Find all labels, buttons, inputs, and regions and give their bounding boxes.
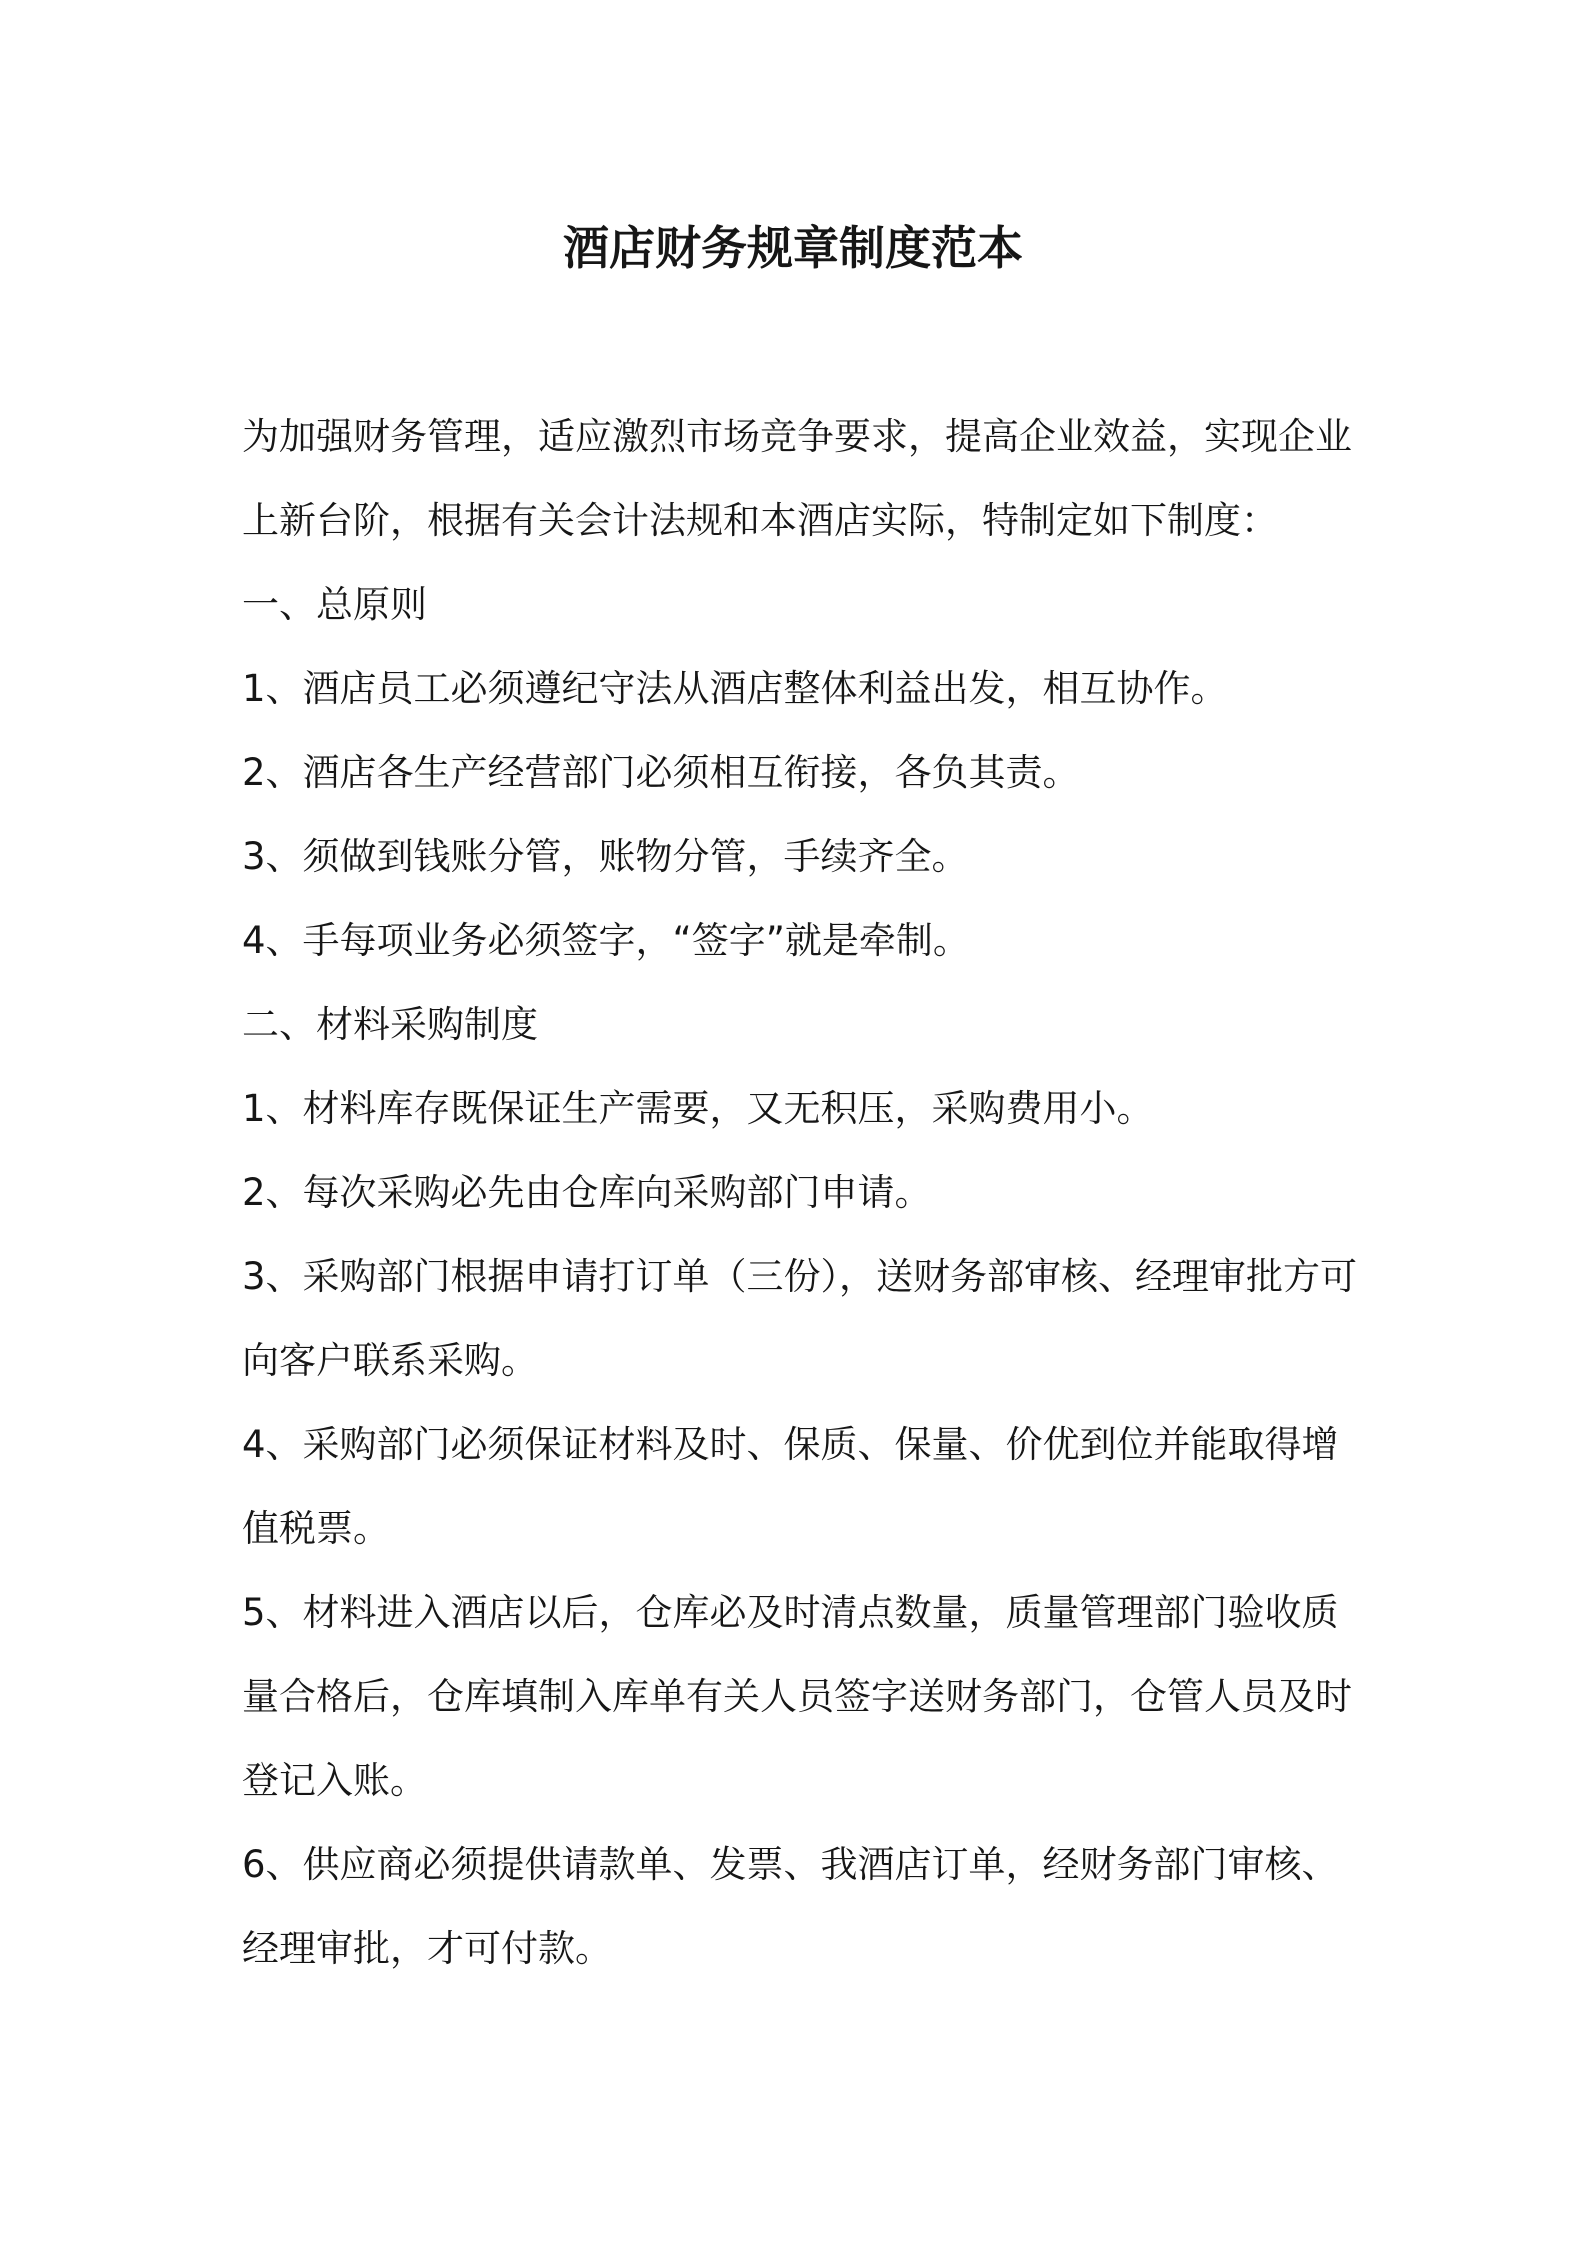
list-item-line: 2、每次采购必先由仓库向采购部门申请。 bbox=[242, 1171, 932, 1214]
list-item-line: 1、酒店员工必须遵纪守法从酒店整体利益出发，相互协作。 bbox=[242, 667, 1228, 710]
list-item bbox=[242, 1823, 1372, 1991]
list-item-line: 量合格后，仓库填制入库单有关人员签字送财务部门，仓管人员及时 bbox=[242, 1675, 1352, 1718]
list-item bbox=[242, 647, 1372, 731]
list-item-line: 1、材料库存既保证生产需要，又无积压，采购费用小。 bbox=[242, 1087, 1154, 1130]
list-item bbox=[242, 899, 1372, 983]
list-item bbox=[242, 1151, 1372, 1235]
list-item-line: 5、材料进入酒店以后，仓库必及时清点数量，质量管理部门验收质 bbox=[242, 1591, 1339, 1634]
list-item-line: 经理审批，才可付款。 bbox=[242, 1927, 612, 1970]
list-item-line: 6、供应商必须提供请款单、发票、我酒店订单，经财务部门审核、 bbox=[242, 1843, 1339, 1886]
list-item-line: 4、采购部门必须保证材料及时、保质、保量、价优到位并能取得增 bbox=[242, 1423, 1339, 1466]
list-item-line: 3、采购部门根据申请打订单（三份），送财务部审核、经理审批方可 bbox=[242, 1255, 1358, 1298]
section-general-principles bbox=[242, 563, 1372, 983]
list-item bbox=[242, 1403, 1372, 1571]
section-heading: 一、总原则 bbox=[242, 583, 427, 626]
list-item-line: 3、须做到钱账分管，账物分管，手续齐全。 bbox=[242, 835, 969, 878]
list-item bbox=[242, 731, 1372, 815]
intro-paragraph bbox=[242, 395, 1372, 563]
document-body bbox=[242, 395, 1372, 1991]
list-item-line: 向客户联系采购。 bbox=[242, 1339, 538, 1382]
section-heading: 二、材料采购制度 bbox=[242, 1003, 538, 1046]
list-item-line: 登记入账。 bbox=[242, 1759, 427, 1802]
list-item bbox=[242, 815, 1372, 899]
list-item-line: 2、酒店各生产经营部门必须相互衔接，各负其责。 bbox=[242, 751, 1080, 794]
intro-line: 为加强财务管理，适应激烈市场竞争要求，提高企业效益，实现企业 bbox=[242, 415, 1352, 458]
document-title: 酒店财务规章制度范本 bbox=[563, 221, 1023, 275]
intro-line: 上新台阶，根据有关会计法规和本酒店实际，特制定如下制度： bbox=[242, 499, 1278, 542]
list-item-line: 4、手每项业务必须签字，“签字”就是牵制。 bbox=[242, 919, 970, 962]
list-item-line: 值税票。 bbox=[242, 1507, 390, 1550]
list-item bbox=[242, 1235, 1372, 1403]
list-item bbox=[242, 1571, 1372, 1823]
list-item bbox=[242, 1067, 1372, 1151]
section-material-purchasing bbox=[242, 983, 1372, 1991]
